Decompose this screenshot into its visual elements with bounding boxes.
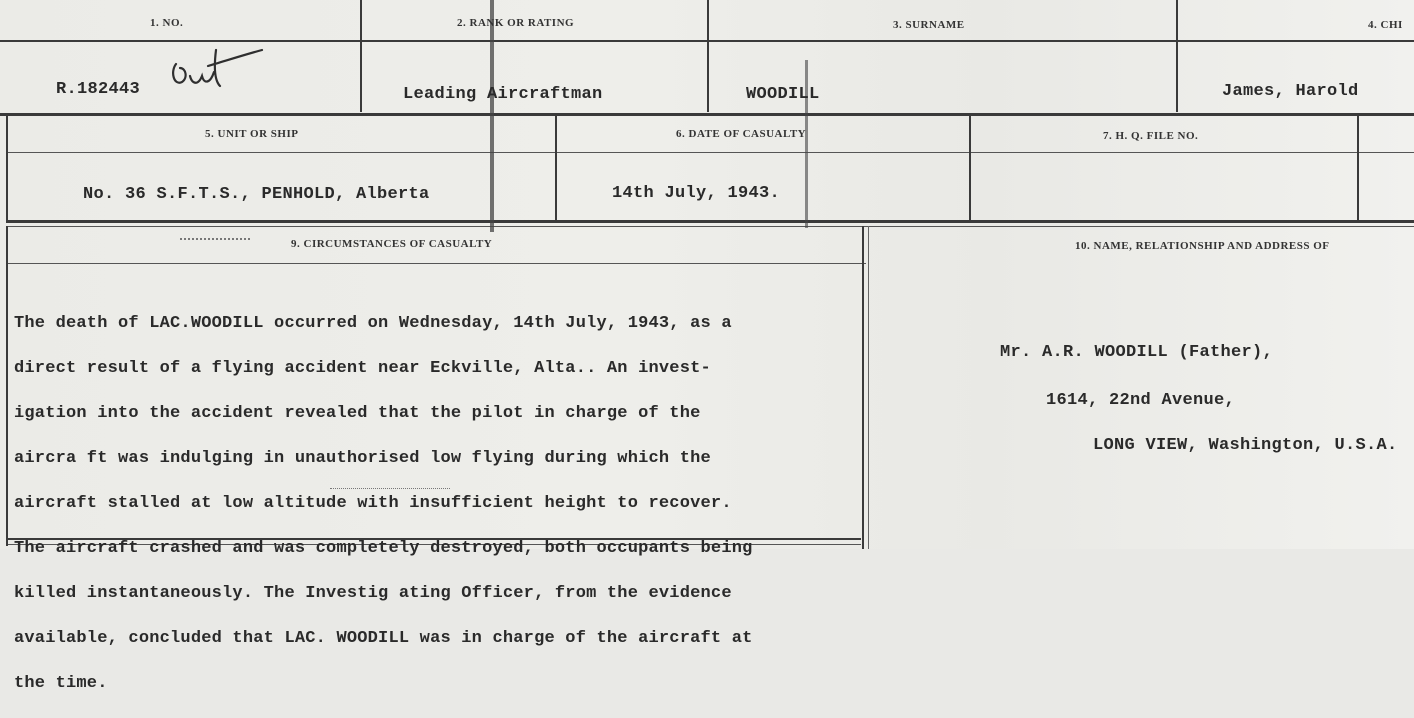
circumstances-line: available, concluded that LAC. WOODILL was in charge of the aircraft at (14, 628, 753, 648)
next-of-kin-name: Mr. A.R. WOODILL (Father), (1000, 343, 1274, 362)
header3-rule (6, 263, 866, 264)
circumstances-line: direct result of a flying accident near Eckville, Alta.. An invest- (14, 358, 711, 378)
circumstances-line: igation into the accident revealed that the pilot in charge of the (14, 403, 701, 423)
divider-circumstances-address (862, 226, 864, 549)
caption-file-no: 7. H. Q. FILE NO. (1103, 130, 1199, 142)
circumstances-line: The aircraft crashed and was completely destroyed, both occupants being (14, 538, 753, 558)
caption-no: 1. NO. (150, 17, 184, 29)
circumstances-text (14, 290, 854, 718)
divider-no-rank (360, 0, 362, 112)
dotted-mark (180, 238, 250, 240)
next-of-kin-address-line2: LONG VIEW, Washington, U.S.A. (1093, 436, 1398, 455)
left-edge-row3 (6, 226, 8, 546)
circumstances-line: aircra ft was indulging in unauthorised low flying during which the (14, 448, 711, 468)
caption-christian-names: 4. CHI (1368, 19, 1403, 31)
divider-file-next (1357, 116, 1359, 222)
divider-date-file (969, 116, 971, 222)
service-number: R.182443 (56, 80, 141, 99)
divider-circumstances-address-2 (868, 226, 869, 549)
divider-unit-date (555, 116, 557, 222)
date-of-casualty-value: 14th July, 1943. (612, 184, 781, 203)
left-edge-row2 (6, 116, 8, 222)
next-of-kin-address-line1: 1614, 22nd Avenue, (1046, 391, 1236, 410)
caption-next-of-kin: 10. NAME, RELATIONSHIP AND ADDRESS OF (1075, 240, 1330, 252)
circumstances-line: killed instantaneously. The Investig ating Officer, from the evidence (14, 583, 732, 603)
surname-value: WOODILL (746, 85, 820, 104)
unit-value: No. 36 S.F.T.S., PENHOLD, Alberta (83, 185, 430, 204)
handwritten-annotation (168, 42, 268, 92)
caption-date: 6. DATE OF CASUALTY (676, 128, 807, 140)
caption-surname: 3. SURNAME (893, 19, 965, 31)
row1-bottom-rule (0, 113, 1414, 116)
row2-bottom-rule-2 (6, 226, 1414, 227)
marker-stroke (490, 0, 494, 232)
circumstances-line: The death of LAC.WOODILL occurred on Wednesday, 14th July, 1943, as a (14, 313, 732, 333)
header2-rule (6, 152, 1414, 153)
divider-surname-names (1176, 0, 1178, 112)
rank-value: Leading Aircraftman (403, 85, 603, 104)
row2-bottom-rule (6, 220, 1414, 223)
circumstances-line: aircraft stalled at low altitude with insufficient height to recover. (14, 493, 732, 513)
caption-rank: 2. RANK OR RATING (457, 17, 575, 29)
caption-circumstances: 9. CIRCUMSTANCES OF CASUALTY (291, 238, 493, 250)
circumstances-line: the time. (14, 673, 108, 693)
christian-names-value: James, Harold (1222, 82, 1359, 101)
caption-unit: 5. UNIT OR SHIP (205, 128, 299, 140)
divider-rank-surname (707, 0, 709, 112)
